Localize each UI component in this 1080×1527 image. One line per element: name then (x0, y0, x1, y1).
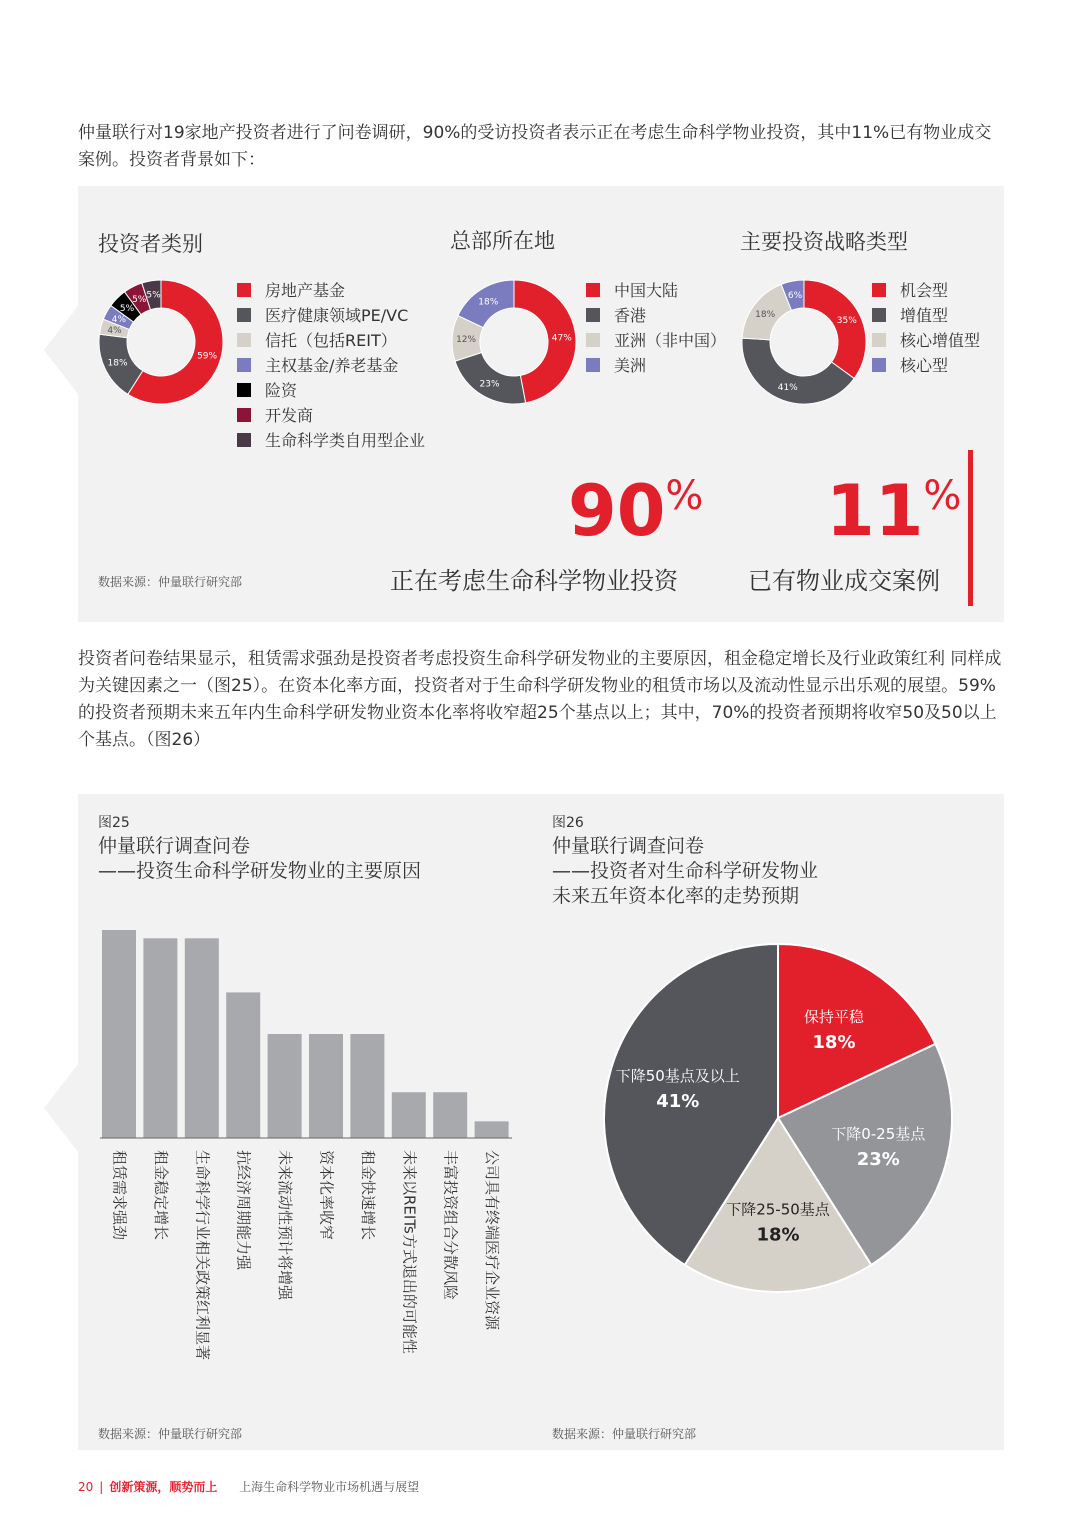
donut-value-label: 5% (132, 295, 147, 306)
bar-category-label: 资本化率收窄 (317, 1150, 336, 1241)
legend-label: 医疗健康领域PE/VC (265, 306, 409, 325)
fig26-label: 图26 (552, 815, 584, 831)
footer-separator: | (99, 1480, 104, 1494)
legend-item (237, 377, 425, 402)
legend-item (237, 352, 425, 377)
legend-item (586, 327, 726, 352)
donut-title-strategy: 主要投资战略类型 (740, 230, 908, 254)
legend-item (872, 277, 980, 302)
legend-swatch (237, 408, 251, 422)
source-note-3: 数据来源：仲量联行研究部 (552, 1427, 697, 1441)
legend-item (872, 352, 980, 377)
legend-label: 主权基金/养老基金 (265, 356, 399, 375)
panel-notch (44, 306, 78, 394)
bar-chart-reasons (96, 920, 526, 1390)
legend-headquarters (586, 277, 726, 377)
legend-label: 亚洲（非中国） (614, 331, 727, 350)
legend-swatch (237, 358, 251, 372)
legend-item (872, 327, 980, 352)
legend-swatch (586, 358, 600, 372)
bar-category-label: 公司具有终端医疗企业资源 (483, 1150, 502, 1331)
pie-slice-value: 41% (656, 1090, 700, 1112)
legend-label: 生命科学类自用型企业 (265, 431, 426, 450)
stat-number: 90 (568, 470, 666, 552)
accent-bar (968, 450, 973, 606)
legend-item (237, 327, 425, 352)
survey-paragraph: 投资者问卷结果显示，租赁需求强劲是投资者考虑投资生命科学研发物业的主要原因，租金稳定增长及行业政策红利 同样成为关键因素之一（图25）。在资本化率方面，投资者对于生命科学研发物业的租赁市场以及流动性显示出乐观的展望。59%的投资者预期未来五年内生命科学研发物业资本化率将收窄超25个基点以上；其中，70%的投资者预期将收窄50及50以上个基点。（图26） (78, 649, 1002, 750)
legend-label: 香港 (614, 306, 647, 325)
donut-value-label: 18% (478, 297, 499, 308)
legend-item (872, 302, 980, 327)
legend-swatch (237, 283, 251, 297)
pie-slice-label: 下降0-25基点 (831, 1125, 926, 1144)
bar (475, 1121, 509, 1138)
page-footer (78, 1478, 419, 1495)
donut-value-label: 5% (119, 304, 135, 315)
donut-chart-headquarters (444, 272, 584, 412)
donut-value-label: 59% (197, 351, 218, 362)
legend-swatch (237, 433, 251, 447)
fig26-title (552, 834, 818, 909)
legend-item (237, 402, 425, 427)
pie-slice-value: 23% (856, 1149, 900, 1171)
donut-value-label: 12% (456, 334, 477, 345)
donut-value-label: 18% (107, 358, 128, 369)
donut-value-label: 18% (755, 309, 776, 320)
stat-11-percent (826, 470, 962, 552)
legend-swatch (872, 358, 886, 372)
bar (309, 1034, 343, 1138)
bar (102, 930, 136, 1138)
source-note-2: 数据来源：仲量联行研究部 (98, 1427, 243, 1441)
legend-item (237, 302, 425, 327)
donut-segment (804, 280, 866, 378)
fig26-title-line2: ——投资者对生命科学研发物业 (552, 860, 819, 882)
donut-value-label: 5% (146, 290, 161, 301)
bar-category-label: 租金稳定增长 (151, 1150, 170, 1241)
bar-category-label: 未来流动性预计将增强 (276, 1150, 295, 1301)
legend-label: 核心增值型 (900, 331, 981, 350)
legend-investor-type (237, 277, 425, 452)
donut-title-investor-type: 投资者类别 (98, 232, 203, 256)
pie-slice-label: 下降25-50基点 (726, 1200, 830, 1219)
bar-category-label: 租金快速增长 (358, 1150, 377, 1241)
bar-category-label: 丰富投资组合分散风险 (441, 1150, 460, 1301)
bar (433, 1092, 467, 1138)
legend-label: 信托（包括REIT） (265, 331, 397, 350)
donut-title-headquarters: 总部所在地 (450, 229, 555, 253)
bar-category-label: 抗经济周期能力强 (234, 1150, 253, 1271)
legend-strategy (872, 277, 980, 377)
fig25-label: 图25 (98, 815, 130, 831)
legend-item (237, 277, 425, 302)
stat-number: 11 (826, 470, 924, 552)
stat-unit: % (665, 473, 704, 519)
bar-category-label: 租赁需求强劲 (110, 1150, 129, 1241)
legend-label: 核心型 (900, 356, 949, 375)
footer-section: 创新策源，顺势而上 (109, 1480, 218, 1494)
bar (392, 1092, 426, 1138)
pie-slice-label: 下降50基点及以上 (615, 1066, 740, 1085)
donut-value-label: 41% (777, 383, 798, 394)
legend-label: 险资 (265, 381, 298, 400)
legend-item (237, 427, 425, 452)
donut-segment (455, 353, 526, 404)
legend-item (586, 302, 726, 327)
legend-item (586, 352, 726, 377)
page-number: 20 (78, 1480, 94, 1494)
legend-label: 机会型 (900, 281, 949, 300)
footer-doc-title: 上海生命科学物业市场机遇与展望 (239, 1480, 420, 1494)
fig26-title-line1: 仲量联行调查问卷 (552, 835, 705, 857)
pie-slice-value: 18% (756, 1224, 800, 1246)
bar (226, 992, 260, 1138)
fig25-title-line1: 仲量联行调查问卷 (98, 835, 251, 857)
fig25-title (98, 834, 421, 884)
legend-label: 中国大陆 (614, 281, 679, 300)
donut-value-label: 4% (111, 314, 127, 325)
bar (350, 1034, 384, 1138)
donut-chart-investor-type (91, 272, 231, 412)
legend-swatch (586, 333, 600, 347)
bar-category-label: 生命科学行业相关政策红利显著 (193, 1150, 212, 1361)
stat-unit: % (923, 473, 962, 519)
stat-90-percent (568, 470, 704, 552)
legend-swatch (237, 333, 251, 347)
bar (185, 938, 219, 1138)
legend-swatch (586, 308, 600, 322)
legend-swatch (237, 308, 251, 322)
source-note-1: 数据来源：仲量联行研究部 (98, 575, 243, 589)
pie-chart-cap-rate (600, 940, 960, 1300)
donut-value-label: 4% (107, 326, 122, 337)
panel-notch (44, 1064, 78, 1152)
bar (268, 1034, 302, 1138)
pie-slice-value: 18% (812, 1031, 856, 1053)
legend-swatch (872, 333, 886, 347)
bar-category-label: 未来以REITs方式退出的可能性 (400, 1150, 419, 1354)
donut-value-label: 23% (479, 379, 500, 390)
legend-swatch (872, 283, 886, 297)
legend-label: 增值型 (900, 306, 949, 325)
legend-swatch (586, 283, 600, 297)
legend-label: 开发商 (265, 406, 314, 425)
stat-caption-deals: 已有物业成交案例 (748, 567, 940, 595)
legend-swatch (237, 383, 251, 397)
legend-item (586, 277, 726, 302)
donut-value-label: 6% (787, 290, 803, 301)
donut-value-label: 47% (551, 333, 572, 344)
bar (143, 938, 177, 1138)
donut-value-label: 35% (836, 316, 857, 327)
legend-swatch (872, 308, 886, 322)
intro-paragraph: 仲量联行对19家地产投资者进行了问卷调研，90%的受访投资者表示正在考虑生命科学物业投资，其中11%已有物业成交案例。投资者背景如下： (78, 123, 992, 170)
stat-caption-considering: 正在考虑生命科学物业投资 (390, 567, 678, 595)
legend-label: 房地产基金 (265, 281, 346, 300)
fig26-title-line3: 未来五年资本化率的走势预期 (552, 885, 800, 907)
legend-label: 美洲 (614, 356, 647, 375)
fig25-title-line2: ——投资生命科学研发物业的主要原因 (98, 860, 422, 882)
donut-chart-strategy (734, 272, 874, 412)
pie-slice-label: 保持平稳 (803, 1007, 864, 1026)
